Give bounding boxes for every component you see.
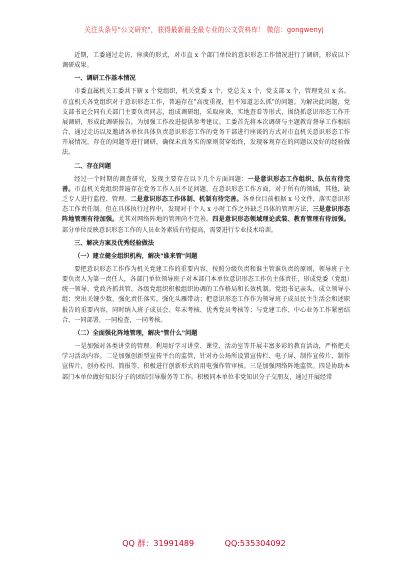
problem-1-text: 市直机关党组织普遍存在党务工作人员不足问题，在意识形态工作方面，对于所有的领域，其他，缺乏专人进行监控、管理。 <box>62 185 350 204</box>
footer-qq: QQ:535304092 <box>224 539 286 548</box>
section-2-body <box>62 175 350 236</box>
section-1-body: 市委直属机关工委共下辖 x 个党组织，机关党委 x 个，党总支 x 个，党支部 x 个，管理党员 x 名。市直机关各党组织对于意识形态工作，普遍存在"高度重视，但不知道怎么抓"的问题。为解决此问题，党支部书记会同有关部门主要负责同志，组成调研组，采取座谈、实地查看等形式，围绕抓意识形态工作开展调研，形成此调研报告，为加强工作改进提供参考建议。工委首先将本次调研与主题教育督导工作相结合，通过走访以及邀请各单位具体负责意识形态工作的党务干部进行座谈的方式对市直机关意识形态工作开展情况，存在的问题等进行调研，确保未真务实的原则贯穿始终，发现客观存在的问题以及好的经验做法。 <box>62 88 350 157</box>
subsection-2-heading: （二）全面强化阵地管理，解决"管什么"问题 <box>74 329 198 337</box>
subsection-1-body: 要把意识形态工作作为机关党建工作的重要内容，按照分级负责和谁主管谁负责的原则，领导班子主要负责人为第一责任人，各部门单位领导班子对本部门本单位意识形态工作负主体责任，形成党委（党组）统一领导、党政齐抓共管、各级党组织积极组织协调的工作格局和长效机制。党组书记亲头、成立领导小组；突出关键少数，强化责任落实，强化头雁带动；把意识形态工作作为领导班子成员民主生活会和述职报告的重要内容，同时纳入班子成员会、年末考核、优秀党员考核等；与党建工作、中心业务工作紧密结合，一同部署，一同检查，一同考核。 <box>62 265 350 324</box>
header-banner: 关注头条号"公文研究"，获得最新最全最专业的公文资料库！ 微信：gongwenyj <box>84 26 324 34</box>
section-3-heading: 三、解决方案及优秀经验做法 <box>74 239 155 247</box>
problem-1-title: 一是意识形态工作组织、队伍有待完善。 <box>62 175 350 193</box>
document-body <box>62 51 350 383</box>
problem-4-title: 四是意识形态领域理论武装、教育管理有待加强。 <box>212 216 350 224</box>
problem-2-text: 各单位目前根据 x 号文件，落实意识形态工作责任制。但在具体执行过程中，发现对于个人 x 小时工作之外缺乏具体的管理方法， <box>62 196 350 214</box>
problem-3-title: 三是意识形态阵地管理有待加强。 <box>62 206 350 224</box>
footer-contact <box>0 538 408 549</box>
subsection-2-body: 一是加强对各类讲堂的管理。利用好学习讲堂、课堂、活动室等开展丰富多彩的教育活动，严格把关学习活动内容。二是加强创新型宣传平台的监管，针对办公场所设置宣传栏、电子屏、制作宣传片、制作宣传片，创办校刊、简报等，积极进行创新形式的用电强作管审核。三是加强网络阵地监管。四是协助本部门本单位做好知识分子的团结引导服务等工作。积极同本单位非党知识分子交朋友，通过开展经常 <box>62 343 350 381</box>
problem-3-text: 尤其对网络阵地的管理尚不完善。 <box>118 216 213 224</box>
footer-qq-group: QQ 群：31991489 <box>122 539 195 548</box>
intro-paragraph: 近期，工委通过走访、座谈的形式，对市直 x 个部门单位的意识形态工作情况进行了调研，形成以下调研成果。 <box>62 52 350 70</box>
problem-2-title: 二是意识形态工作体制、机制有待完善。 <box>130 196 243 204</box>
problem-4-text: 部分单位反映意识形态工作的人员业务素质有待提高，需要进行专业技术培训。 <box>62 226 278 234</box>
section-2-heading: 二、存在问题 <box>74 162 112 170</box>
subsection-1-heading: （一）建立健全组织机构，解决"谁来管"问题 <box>74 252 198 260</box>
section-2-lead: 经过一个时期的调查研究，发现主要存在以下几个方面问题： <box>74 175 248 183</box>
section-1-heading: 一、调研工作基本情况 <box>74 75 136 83</box>
